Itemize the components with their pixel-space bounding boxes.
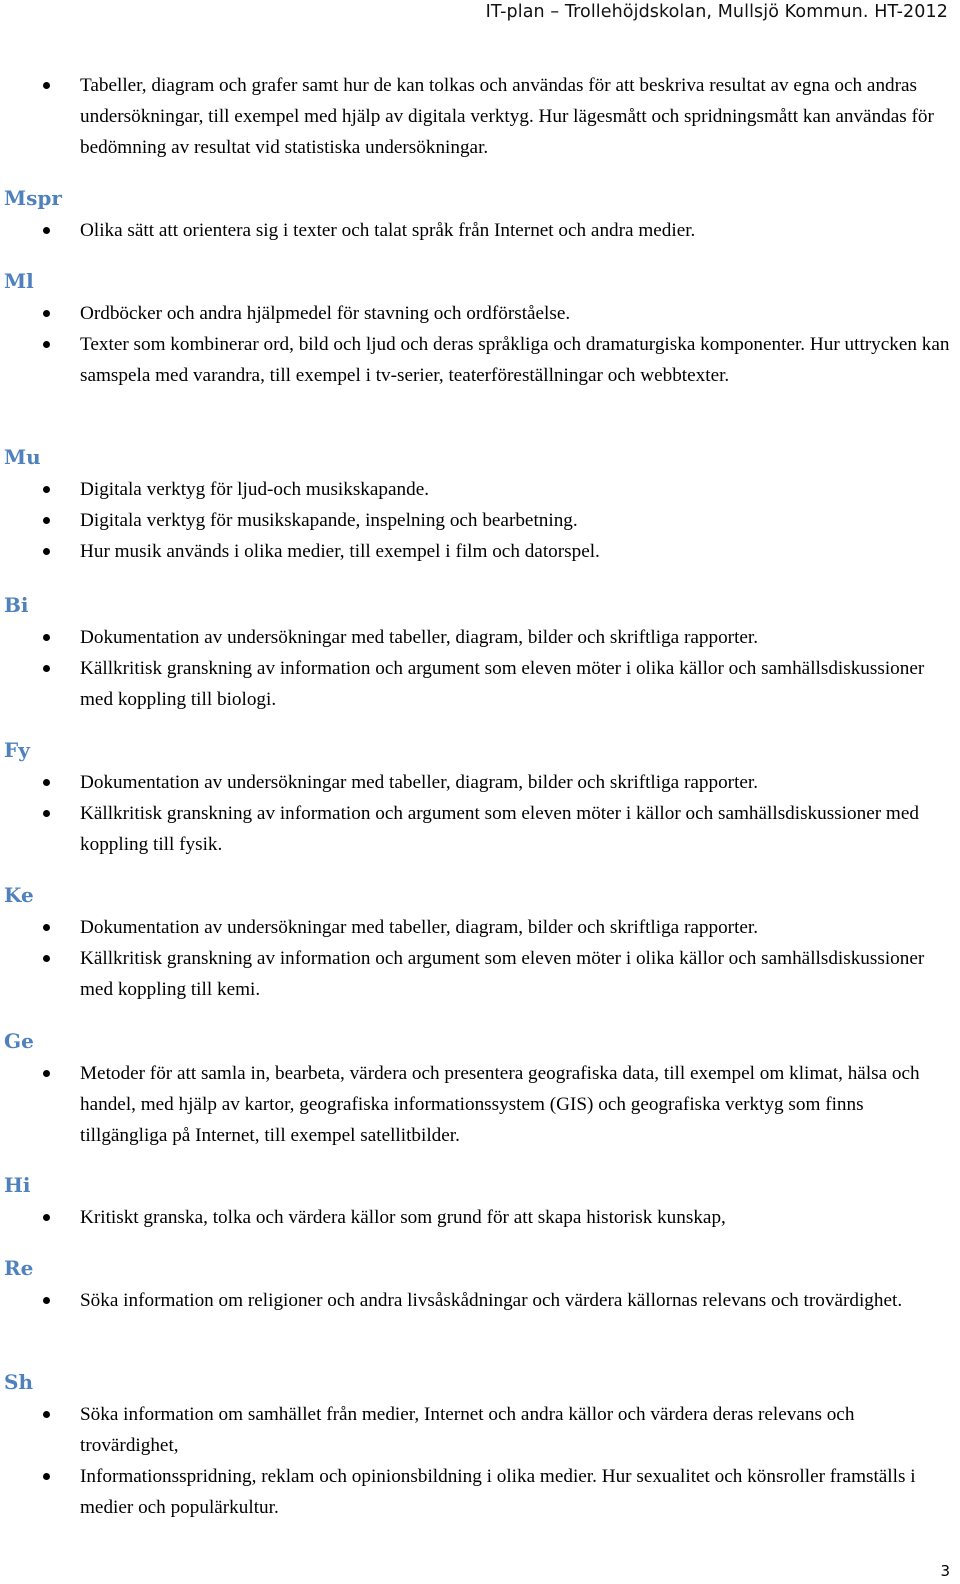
list-item bbox=[0, 1058, 960, 1151]
subject-bullet-list bbox=[0, 622, 960, 715]
bullet-dot-icon bbox=[43, 227, 50, 234]
bullet-text: Dokumentation av undersökningar med tabeller, diagram, bilder och skriftliga rapporter. bbox=[80, 627, 759, 648]
bullet-text: Söka information om samhället från medier, Internet och andra källor och värdera deras relevans och trovärdighet, bbox=[80, 1404, 855, 1456]
subject-heading: Mu bbox=[4, 445, 41, 469]
intro-bullet-list bbox=[0, 70, 960, 163]
bullet-dot-icon bbox=[43, 665, 50, 672]
bullet-dot-icon bbox=[43, 1214, 50, 1221]
bullet-text: Ordböcker och andra hjälpmedel för stavning och ordförståelse. bbox=[80, 303, 571, 324]
subject-bullet-list bbox=[0, 1399, 960, 1523]
bullet-text: Metoder för att samla in, bearbeta, värdera och presentera geografiska data, till exempel om klimat, hälsa och handel, med hjälp av kartor, geografiska informationssystem (GIS) och geografiska verktyg som finns tillgängliga på Internet, till exempel satellitbilder. bbox=[80, 1063, 920, 1146]
subject-bullet-list bbox=[0, 298, 960, 391]
list-item bbox=[0, 622, 960, 653]
bullet-text: Hur musik används i olika medier, till exempel i film och datorspel. bbox=[80, 541, 600, 562]
bullet-dot-icon bbox=[43, 486, 50, 493]
list-item bbox=[0, 912, 960, 943]
bullet-text: Söka information om religioner och andra livsåskådningar och värdera källornas relevans och trovärdighet. bbox=[80, 1290, 903, 1311]
subject-heading: Ke bbox=[4, 883, 34, 907]
bullet-text: Digitala verktyg för ljud-och musikskapande. bbox=[80, 479, 430, 500]
bullet-dot-icon bbox=[43, 1473, 50, 1480]
bullet-dot-icon bbox=[43, 1070, 50, 1077]
list-item bbox=[0, 767, 960, 798]
bullet-text: Olika sätt att orientera sig i texter och talat språk från Internet och andra medier. bbox=[80, 220, 696, 241]
subject-bullet-list bbox=[0, 215, 960, 246]
list-item bbox=[0, 474, 960, 505]
list-item bbox=[0, 536, 960, 567]
subject-heading: Hi bbox=[4, 1173, 31, 1197]
list-item bbox=[0, 653, 960, 715]
bullet-dot-icon bbox=[43, 810, 50, 817]
subject-heading: Bi bbox=[4, 593, 29, 617]
bullet-dot-icon bbox=[43, 924, 50, 931]
bullet-text: Tabeller, diagram och grafer samt hur de kan tolkas och användas för att beskriva resultat av egna och andras undersökningar, till exempel med hjälp av digitala verktyg. Hur lägesmått och spridningsmått kan användas för bedömning av resultat vid statistiska undersökningar. bbox=[80, 75, 934, 158]
subject-bullet-list bbox=[0, 1202, 960, 1233]
subject-heading: Ge bbox=[4, 1029, 34, 1053]
bullet-dot-icon bbox=[43, 1411, 50, 1418]
page-header: IT-plan – Trollehöjdskolan, Mullsjö Kommun. HT-2012 bbox=[485, 2, 948, 22]
list-item bbox=[0, 505, 960, 536]
list-item bbox=[0, 1202, 960, 1233]
list-item bbox=[0, 943, 960, 1005]
subject-heading: Re bbox=[4, 1256, 34, 1280]
bullet-dot-icon bbox=[43, 341, 50, 348]
subject-bullet-list bbox=[0, 1285, 960, 1316]
list-item bbox=[0, 215, 960, 246]
bullet-text: Källkritisk granskning av information och argument som eleven möter i källor och samhällsdiskussioner med koppling till fysik. bbox=[80, 803, 919, 855]
subject-heading: Ml bbox=[4, 269, 34, 293]
bullet-dot-icon bbox=[43, 310, 50, 317]
list-item bbox=[0, 70, 960, 163]
list-item bbox=[0, 798, 960, 860]
bullet-text: Texter som kombinerar ord, bild och ljud och deras språkliga och dramaturgiska komponenter. Hur uttrycken kan samspela med varandra, till exempel i tv-serier, teaterföreställningar och webbtexter. bbox=[80, 334, 950, 386]
subject-bullet-list bbox=[0, 474, 960, 567]
subject-bullet-list bbox=[0, 1058, 960, 1151]
bullet-text: Informationsspridning, reklam och opinionsbildning i olika medier. Hur sexualitet och könsroller framställs i medier och populärkultur. bbox=[80, 1466, 916, 1518]
list-item bbox=[0, 1399, 960, 1461]
bullet-text: Kritiskt granska, tolka och värdera källor som grund för att skapa historisk kunskap, bbox=[80, 1207, 726, 1228]
bullet-dot-icon bbox=[43, 955, 50, 962]
bullet-text: Källkritisk granskning av information och argument som eleven möter i olika källor och samhällsdiskussioner med koppling till biologi. bbox=[80, 658, 925, 710]
bullet-text: Digitala verktyg för musikskapande, inspelning och bearbetning. bbox=[80, 510, 578, 531]
subject-bullet-list bbox=[0, 912, 960, 1005]
page-number: 3 bbox=[940, 1562, 950, 1580]
bullet-text: Dokumentation av undersökningar med tabeller, diagram, bilder och skriftliga rapporter. bbox=[80, 917, 759, 938]
subject-heading: Mspr bbox=[4, 186, 62, 210]
bullet-dot-icon bbox=[43, 1297, 50, 1304]
subject-heading: Sh bbox=[4, 1370, 33, 1394]
list-item bbox=[0, 298, 960, 329]
list-item bbox=[0, 1285, 960, 1316]
bullet-dot-icon bbox=[43, 517, 50, 524]
bullet-text: Källkritisk granskning av information och argument som eleven möter i olika källor och samhällsdiskussioner med koppling till kemi. bbox=[80, 948, 925, 1000]
subject-heading: Fy bbox=[4, 738, 30, 762]
list-item bbox=[0, 329, 960, 391]
bullet-text: Dokumentation av undersökningar med tabeller, diagram, bilder och skriftliga rapporter. bbox=[80, 772, 759, 793]
list-item bbox=[0, 1461, 960, 1523]
bullet-dot-icon bbox=[43, 548, 50, 555]
subject-bullet-list bbox=[0, 767, 960, 860]
bullet-dot-icon bbox=[43, 779, 50, 786]
bullet-dot-icon bbox=[43, 634, 50, 641]
bullet-dot-icon bbox=[43, 82, 50, 89]
